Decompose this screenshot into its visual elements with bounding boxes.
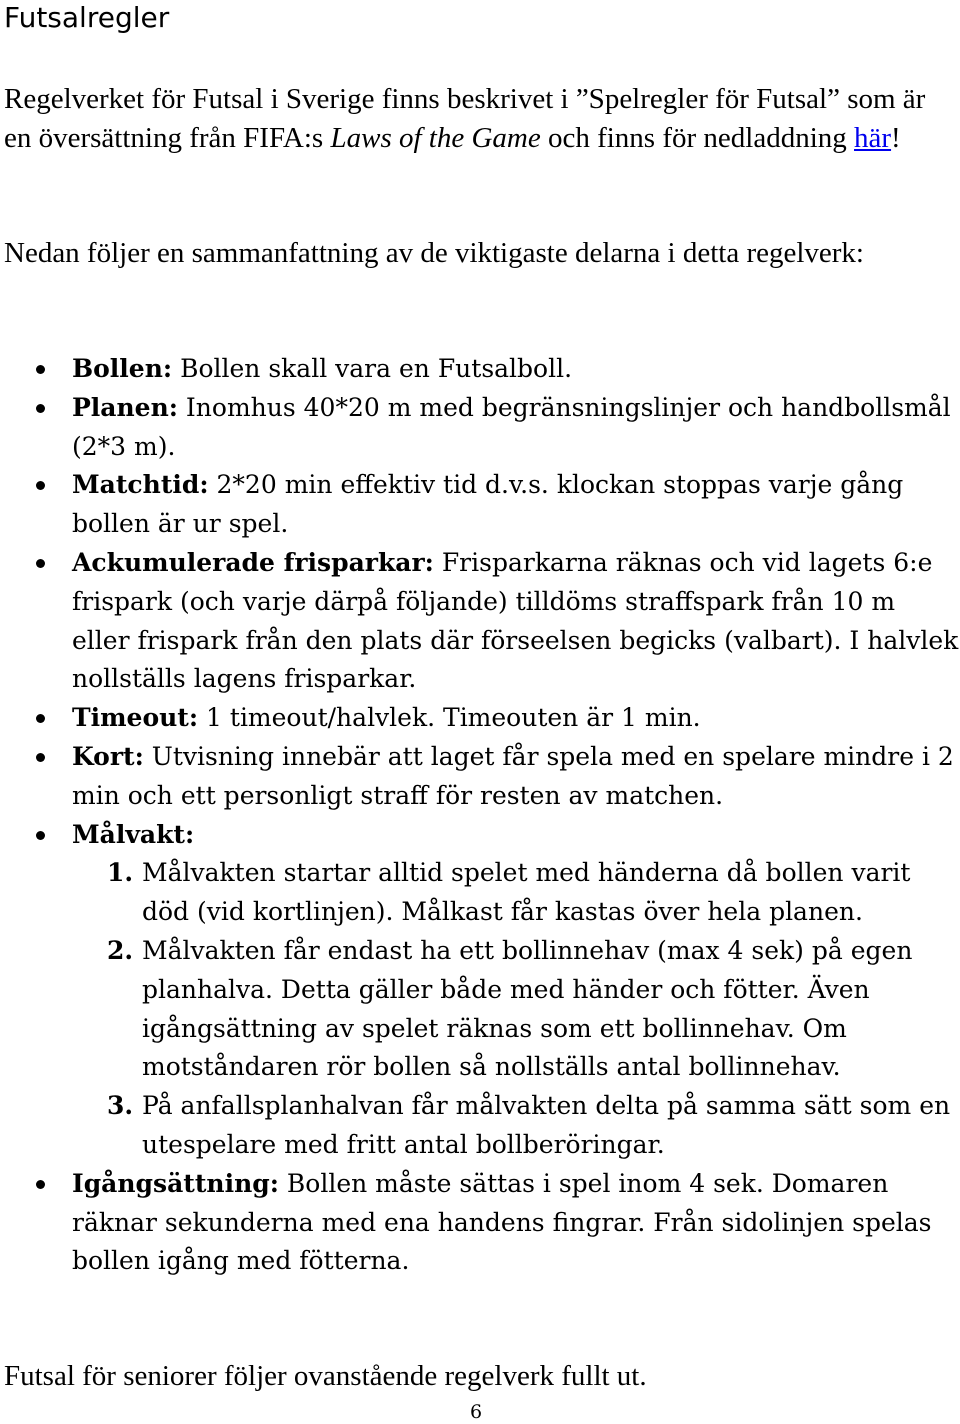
rule-item-malvakt [0,816,960,1165]
rule-label: Igångsättning: [72,1168,279,1198]
bullet-icon [36,831,45,840]
goalkeeper-rule-text: På anfallsplanhalvan får målvakten delta på samma sätt som en utespelare med fritt antal bollberöringar. [142,1091,951,1159]
goalkeeper-rule-text: Målvakten får endast ha ett bollinnehav (max 4 sek) på egen planhalva. Detta gäller både med händer och fötter. Även igångsättning av spelet räknas som ett bollinnehav. Om motståndaren rör bollen så nollställs antal bollinnehav. [142,935,913,1082]
intro-paragraph [4,80,954,157]
bullet-icon [36,481,45,490]
bullet-icon [36,559,45,568]
rule-item-bollen [0,350,960,389]
bullet-icon [36,714,45,723]
bullet-icon [36,404,45,413]
goalkeeper-rule-item [72,1087,960,1165]
rule-label: Matchtid: [72,470,209,500]
goalkeeper-rules-list [72,854,960,1164]
rule-text: 2*20 min effektiv tid d.v.s. klockan stoppas varje gång bollen är ur spel. [72,470,904,539]
intro-text-2: och finns för nedladdning [540,121,855,154]
rule-item-igangsattning [0,1165,960,1281]
goalkeeper-rule-number: 1. [107,858,134,888]
goalkeeper-rule-item [72,932,960,1087]
goalkeeper-rule-text: Målvakten startar alltid spelet med händerna då bollen varit död (vid kortlinjen). Målkast får kastas över hela planen. [142,858,911,927]
intro-italic-title: Laws of the Game [330,121,541,154]
download-link[interactable]: här [854,121,892,154]
rule-item-matchtid [0,466,960,544]
goalkeeper-rule-number: 2. [107,935,134,965]
rule-label: Planen: [72,392,178,422]
goalkeeper-rule-item [72,854,960,932]
rule-label: Bollen: [72,354,173,383]
summary-intro: Nedan följer en sammanfattning av de viktigaste delarna i detta regelverk: [4,237,864,269]
rule-text: 1 timeout/halvlek. Timeouten är 1 min. [198,703,701,733]
intro-text-3: ! [891,121,901,154]
page-title: Futsalregler [4,1,170,34]
rule-item-frisparkar [0,544,960,699]
rule-text: Bollen skall vara en Futsalboll. [172,354,573,383]
intro-text-1: Regelverket för Futsal i Sverige finns beskrivet i ”Spelregler för Futsal” som är en översättning från FIFA:s [4,83,926,154]
rule-label: Målvakt: [72,819,195,849]
rule-label: Timeout: [72,703,199,733]
rule-item-timeout [0,699,960,738]
rule-text: Bollen måste sättas i spel inom 4 sek. Domaren räknar sekunderna med ena handens fingrar. Från sidolinjen spelas bollen igång med fötterna. [72,1168,932,1276]
goalkeeper-rule-number: 3. [107,1091,134,1121]
bullet-icon [36,1180,45,1189]
rule-label: Ackumulerade frisparkar: [72,547,434,577]
rule-item-planen [0,389,960,467]
bullet-icon [36,753,45,762]
rule-text: Inomhus 40*20 m med begränsningslinjer och handbollsmål (2*3 m). [72,392,951,461]
rule-item-kort [0,738,960,816]
rule-text: Frisparkarna räknas och vid lagets 6:e frispark (och varje därpå följande) tilldöms straffspark från 10 m eller frispark från den plats där förseelsen begicks (valbart). I halvlek nollställs lagens frisparkar. [72,547,959,694]
rule-label: Kort: [72,741,144,771]
closing-paragraph: Futsal för seniorer följer ovanstående regelverk fullt ut. [4,1360,647,1392]
page-number: 6 [470,1401,483,1423]
bullet-icon [36,365,45,374]
rule-text: Utvisning innebär att laget får spela med en spelare mindre i 2 min och ett personligt straff för resten av matchen. [72,741,954,810]
rules-list [0,350,960,1281]
